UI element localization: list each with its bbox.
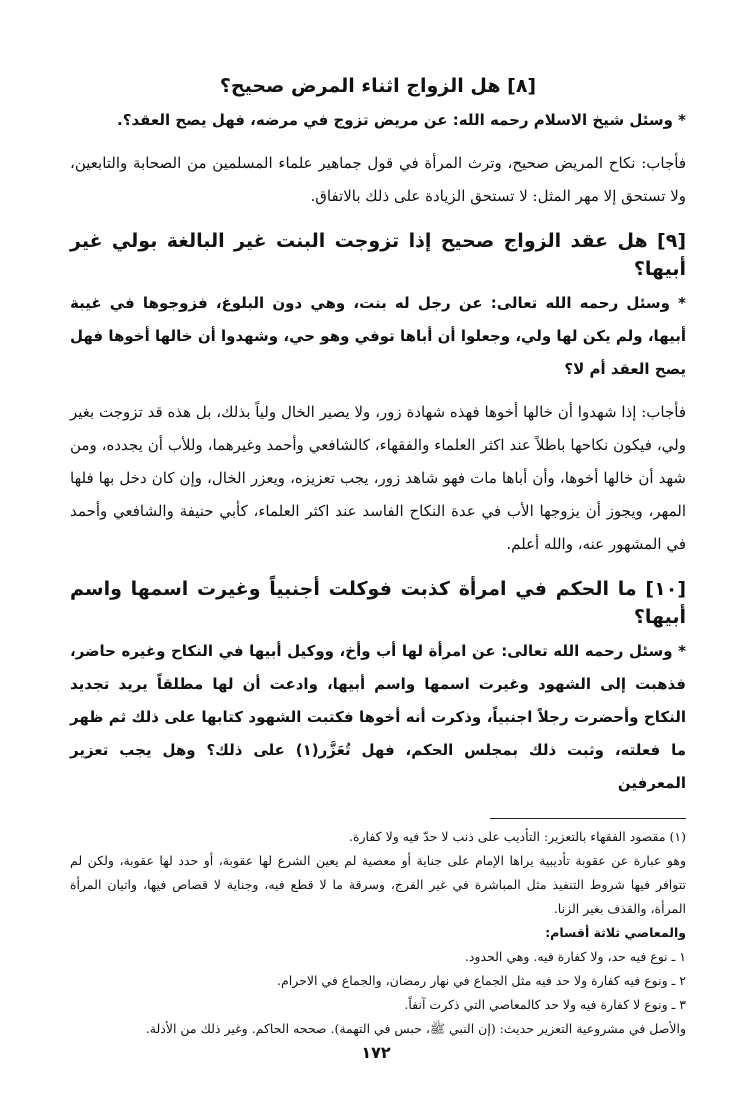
footnote-categories-title: والمعاصي ثلاثة أقسام: [545, 925, 686, 940]
footnote-closing: والأصل في مشروعية التعزير حديث: (إن النبي ﷺ، حبس في التهمة). صححه الحاكم. وغير ذلك من الأدلة. [145, 1021, 686, 1036]
section-9-question: * وسئل رحمه الله تعالى: عن رجل له بنت، وهي دون البلوغ، فزوجوها في غيبة أبيها، ولم يكن لها ولي، وجعلوا أن أباها توفي وهو حي، وشهدوا أن خالها أخوها فهل يصح العقد أم لا؟ [70, 294, 686, 378]
page-number: ١٧٢ [361, 1043, 391, 1062]
footnote-line: وهو عبارة عن عقوبة تأديبية يراها الإمام على جناية أو معصية لم يعين الشرع لها عقوبة، أو حدد لها عقوبة، ولكن لم تتوافر فيها شروط التنفيذ مثل المباشرة في غير الفرج، وسرقة ما لا قطع فيه، وجناية لا قصاص فيها، واتيان المرأة المرأة، والقذف بغير الزنا. [70, 853, 686, 916]
section-8-answer: فأجاب: نكاح المريض صحيح، وترث المرأة في قول جماهير علماء المسلمين من الصحابة والتابعين، ولا تستحق إلا مهر المثل: لا تستحق الزيادة على ذلك بالاتفاق. [70, 154, 686, 205]
section-8-heading: [٨] هل الزواج اثناء المرض صحيح؟ [219, 75, 537, 97]
book-page [70, 60, 686, 1060]
section-10-question: * وسئل رحمه الله تعالى: عن امرأة لها أب وأخ، ووكيل أبيها في النكاح وغيره حاضر، فذهبت إلى الشهود وغيرت اسمها واسم أبيها، وادعت أن لها مطلقاً يريد تجديد النكاح وأحضرت رجلاً اجنبياً، وذكرت أنه أخوها فكتبت الشهود كتابها على ذلك ثم ظهر ما فعلته، وثبت ذلك بمجلس الحكم، فهل تُعَزَّر(١) على ذلك؟ وهل يجب تعزير المعرفين [70, 642, 686, 792]
section-10-heading: [١٠] ما الحكم في امرأة كذبت فوكلت أجنبياً وغيرت اسمها واسم أبيها؟ [70, 578, 686, 628]
footnote-divider [490, 818, 686, 819]
section-8-question: * وسئل شيخ الاسلام رحمه الله: عن مريض تزوج في مرضه، فهل يصح العقد؟. [117, 111, 686, 129]
section-9-heading: [٩] هل عقد الزواج صحيح إذا تزوجت البنت غير البالغة بولي غير أبيها؟ [70, 230, 686, 280]
section-9-answer: فأجاب: إذا شهدوا أن خالها أخوها فهذه شهادة زور، ولا يصير الخال ولياً بذلك، بل هذه قد تزوجت بغير ولي، فيكون نكاحها باطلاً عند اكثر العلماء والفقهاء، كالشافعي وأحمد وغيرهما، وللأب أن يجدده، ومن شهد أن خالها أخوها، وأن أباها مات فهو شاهد زور، يجب تعزيزه، ويعزر الخال، وإن كان دخل بها فلها المهر، ويجوز أن يزوجها الأب في عدة النكاح الفاسد عند اكثر العلماء، كأبي حنيفة والشافعي وأحمد في المشهور عنه، والله أعلم. [70, 403, 686, 553]
footnote-item: ١ ـ نوع فيه حد، ولا كفارة فيه. وهي الحدود. [464, 949, 686, 964]
footnote-item: ٣ ـ ونوع لا كفارة فيه ولا حد كالمعاصي التي ذكرت آنفاً. [404, 997, 686, 1012]
footnotes [70, 825, 686, 1041]
footnote-line: (١) مقصود الفقهاء بالتعزير: التأديب على ذنب لا حدّ فيه ولا كفارة. [348, 829, 686, 844]
footnote-item: ٢ ـ ونوع فيه كفارة ولا حد فيه مثل الجماع في نهار رمضان، والجماع في الاحرام. [277, 973, 686, 988]
